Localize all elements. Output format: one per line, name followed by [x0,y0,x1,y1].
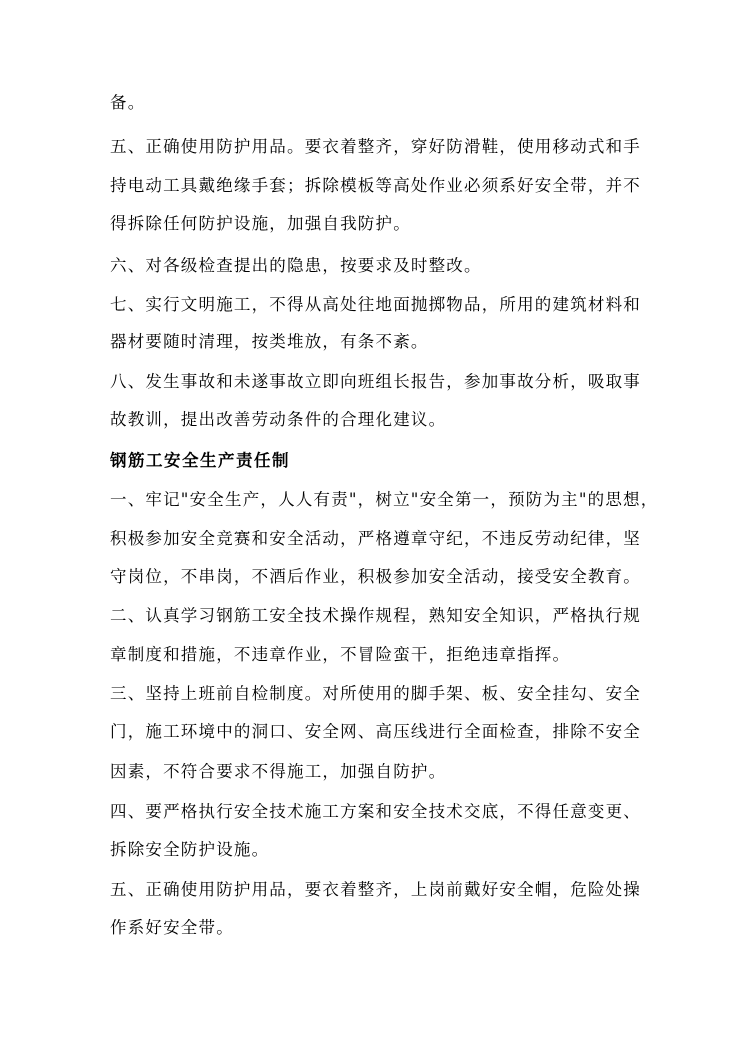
text-line: 章制度和措施，不违章作业，不冒险蛮干，拒绝违章指挥。 [110,645,571,664]
text-line: 八、发生事故和未遂事故立即向班组长报告，参加事故分析，吸取事 [110,372,641,391]
text-line: 拆除安全防护设施。 [110,840,270,859]
text-line: 四、要严格执行安全技术施工方案和安全技术交底，不得任意变更、 [110,802,641,821]
text-line: 一、牢记"安全生产，人人有责"，树立"安全第一，预防为主"的思想， [110,490,659,509]
text-line: 备。 [110,93,146,112]
text-line: 二、认真学习钢筋工安全技术操作规程，熟知安全知识，严格执行规 [110,606,641,625]
text-line: 五、正确使用防护用品。要衣着整齐，穿好防滑鞋，使用移动式和手 [110,137,641,156]
text-line: 故教训，提出改善劳动条件的合理化建议。 [110,410,447,429]
text-line: 持电动工具戴绝缘手套；拆除模板等高处作业必须系好安全带，并不 [110,176,641,195]
section-heading: 钢筋工安全生产责任制 [110,451,290,470]
text-line: 因素，不符合要求不得施工，加强自防护。 [110,762,447,781]
text-line: 门，施工环境中的洞口、安全网、高压线进行全面检查，排除不安全 [110,722,641,741]
text-line: 积极参加安全竞赛和安全活动，严格遵章守纪，不违反劳动纪律，坚 [110,529,641,548]
text-line: 七、实行文明施工，不得从高处往地面抛掷物品，所用的建筑材料和 [110,295,641,314]
text-line: 六、对各级检查提出的隐患，按要求及时整改。 [110,256,482,275]
text-line: 作系好安全带。 [110,918,234,937]
text-line: 守岗位，不串岗，不酒后作业，积极参加安全活动，接受安全教育。 [110,567,641,586]
text-line: 五、正确使用防护用品，要衣着整齐，上岗前戴好安全帽，危险处操 [110,880,641,899]
text-line: 器材要随时清理，按类堆放，有条不紊。 [110,332,429,351]
text-line: 三、坚持上班前自检制度。对所使用的脚手架、板、安全挂勾、安全 [110,684,641,703]
text-line: 得拆除任何防护设施，加强自我防护。 [110,214,411,233]
